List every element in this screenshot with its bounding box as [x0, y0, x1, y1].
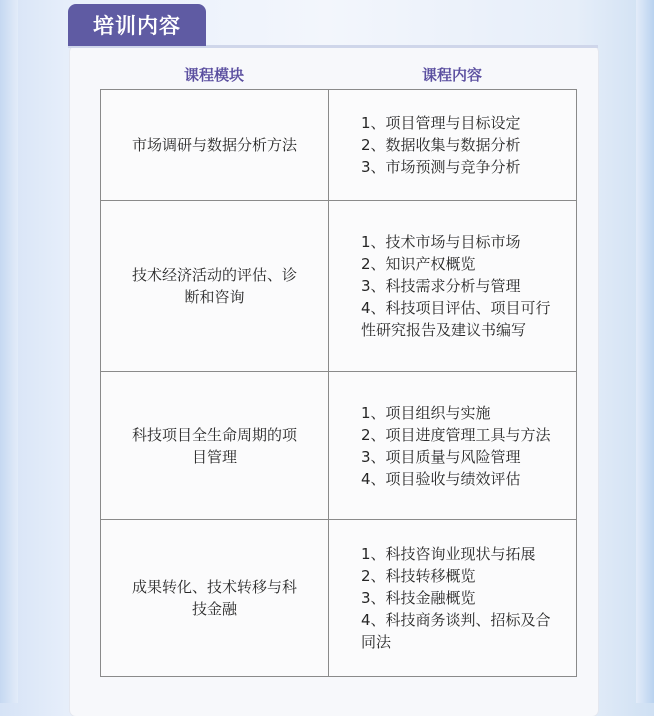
content-list	[361, 402, 552, 490]
content-list	[361, 112, 552, 178]
header-course-content: 课程内容	[421, 65, 482, 84]
list-item: 3、科技金融概览	[361, 589, 476, 607]
table-row	[101, 372, 577, 520]
list-item: 4、项目验收与绩效评估	[361, 469, 521, 488]
list-item: 3、市场预测与竞争分析	[361, 158, 521, 176]
list-item: 2、科技转移概览	[361, 567, 476, 585]
module-cell: 科技项目全生命周期的项目管理	[101, 372, 329, 520]
list-item: 4、科技商务谈判、招标及合同法	[361, 611, 551, 651]
header-course-module: 课程模块	[183, 65, 244, 84]
course-table	[100, 89, 577, 677]
list-item: 2、项目进度管理工具与方法	[361, 425, 551, 444]
list-item: 1、科技咨询业现状与拓展	[361, 545, 536, 563]
table-row	[101, 90, 577, 201]
list-item: 2、数据收集与数据分析	[361, 136, 521, 154]
list-item: 1、项目管理与目标设定	[361, 114, 521, 132]
list-item: 4、科技项目评估、项目可行性研究报告及建议书编写	[361, 299, 551, 339]
list-item: 3、科技需求分析与管理	[361, 277, 521, 295]
module-cell: 市场调研与数据分析方法	[101, 90, 329, 201]
module-cell: 成果转化、技术转移与科技金融	[101, 520, 329, 677]
content-cell	[329, 520, 577, 677]
content-cell	[329, 201, 577, 372]
list-item: 2、知识产权概览	[361, 255, 476, 273]
list-item: 1、技术市场与目标市场	[361, 233, 521, 251]
page-edge-left	[0, 0, 18, 703]
table-header-row	[100, 60, 576, 88]
table-row	[101, 520, 577, 677]
content-list	[361, 231, 552, 341]
content-cell	[329, 372, 577, 520]
page-edge-right	[636, 0, 654, 703]
table-row	[101, 201, 577, 372]
section-title-tab	[68, 4, 206, 46]
content-cell	[329, 90, 577, 201]
list-item: 3、项目质量与风险管理	[361, 447, 521, 466]
module-cell: 技术经济活动的评估、诊断和咨询	[101, 201, 329, 372]
section-title: 培训内容	[93, 14, 181, 38]
list-item: 1、项目组织与实施	[361, 403, 491, 422]
content-list	[361, 543, 552, 653]
